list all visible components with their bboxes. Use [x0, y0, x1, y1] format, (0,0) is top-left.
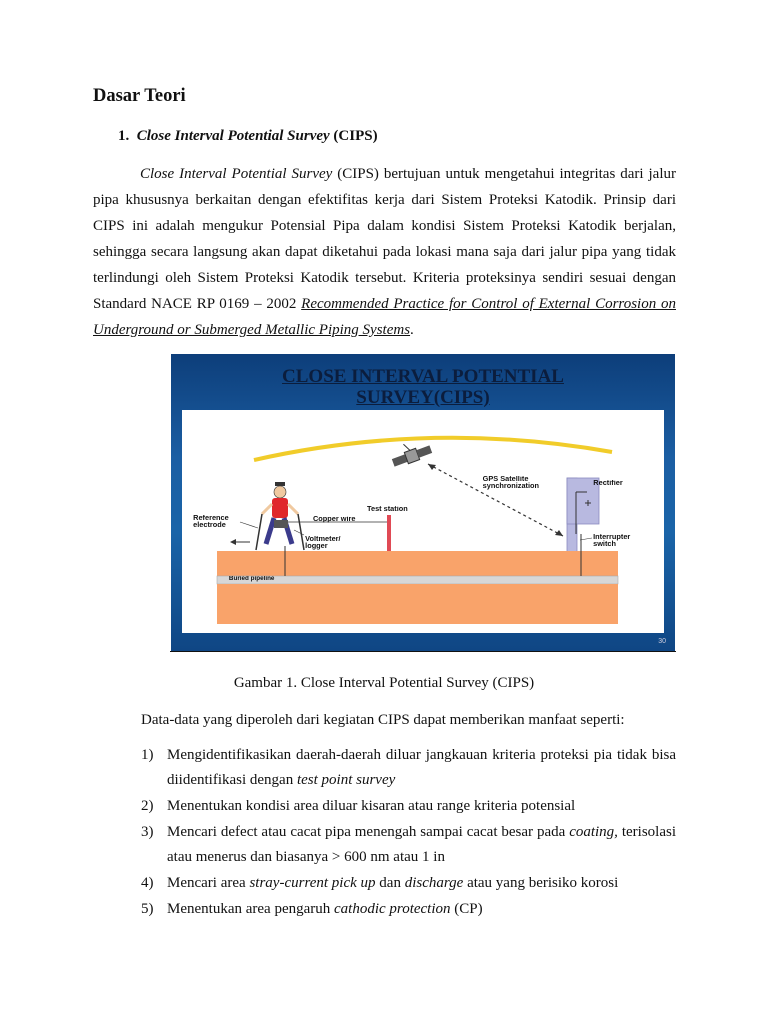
figure-divider: [170, 651, 676, 652]
buried-pipeline: [217, 576, 618, 584]
list-intro: Data-data yang diperoleh dari kegiatan CIPS dapat memberikan manfaat seperti:: [141, 712, 625, 728]
paragraph-end: .: [410, 322, 414, 338]
list-item: 5) Menentukan area pengaruh cathodic protection (CP): [141, 901, 483, 917]
page-heading: Dasar Teori: [93, 86, 186, 106]
gps-link-line: [428, 464, 563, 536]
test-station-label: Test station: [367, 506, 408, 513]
paragraph-body: (CIPS) bertujuan untuk mengetahui integritas dari jalur pipa khususnya berkaitan dengan efektifitas kerja dari Sistem Proteksi Katodik. Prinsip dari CIPS ini adalah mengukur Potensial Pipa dalam kondisi Sistem Proteksi Katodik berjalan, sehingga secara langsung akan dapat diketahui pada lokasi mana saja dari jalur pipa yang tidak terlindungi oleh Sistem Proteksi Katodik tersebut. Kriteria proteksinya sendiri sesuai dengan Standard NACE RP 0169 – 2002: [93, 166, 677, 312]
rectifier-label: Rectifier: [593, 480, 623, 487]
paragraph-lead: Close Interval Potential Survey: [140, 166, 333, 182]
figure-caption: Gambar 1. Close Interval Potential Survey (CIPS): [233, 675, 535, 691]
section-title: [118, 128, 378, 145]
standard-reference-link: Recommended Practice for Control of External Corrosion on Underground or Submerged Metallic Piping Systems: [93, 296, 676, 338]
voltmeter-label: Voltmeter/ logger: [305, 536, 341, 550]
cips-diagram-svg: [182, 410, 664, 633]
section-number: 1.: [118, 128, 130, 144]
list-item: 3) Mencari defect atau cacat pipa menengah sampai cacat besar pada coating, terisolasi atau menerus dan biasanya > 600 nm atau 1 in: [141, 824, 677, 865]
section-title-rest: (CIPS): [329, 128, 378, 144]
benefits-list: [141, 743, 676, 923]
interrupter-switch-label: Interrupter switch: [593, 534, 631, 548]
reference-electrode-label: Reference electrode: [193, 515, 229, 529]
list-item: 4) Mencari area stray-current pick up dan discharge atau yang berisiko korosi: [141, 875, 619, 891]
slide-title: [171, 366, 675, 408]
sky-arc: [254, 438, 612, 460]
copper-wire-label: Copper wire: [312, 516, 356, 523]
section-title-italic: Close Interval Potential Survey: [136, 128, 330, 144]
buried-pipeline-label: Buried pipeline: [228, 576, 275, 582]
operator-figure: [256, 482, 304, 550]
test-station-post: [387, 515, 391, 553]
cips-figure: [171, 354, 675, 651]
cips-diagram: [182, 410, 664, 633]
slide-title-line2: SURVEY(CIPS): [356, 387, 490, 408]
soil-top: [217, 551, 618, 576]
gps-label: GPS Satellite synchronization: [482, 476, 540, 490]
intro-paragraph: [93, 161, 676, 343]
list-item: 1) Mengidentifikasikan daerah-daerah diluar jangkauan kriteria proteksi pia tidak bisa diidentifikasi dengan test point survey: [141, 747, 676, 788]
list-item: 2) Menentukan kondisi area diluar kisaran atau range kriteria potensial: [141, 798, 576, 814]
slide-title-line1: CLOSE INTERVAL POTENTIAL: [282, 366, 564, 387]
soil-bottom: [217, 584, 618, 624]
slide-number: 30: [658, 638, 666, 645]
